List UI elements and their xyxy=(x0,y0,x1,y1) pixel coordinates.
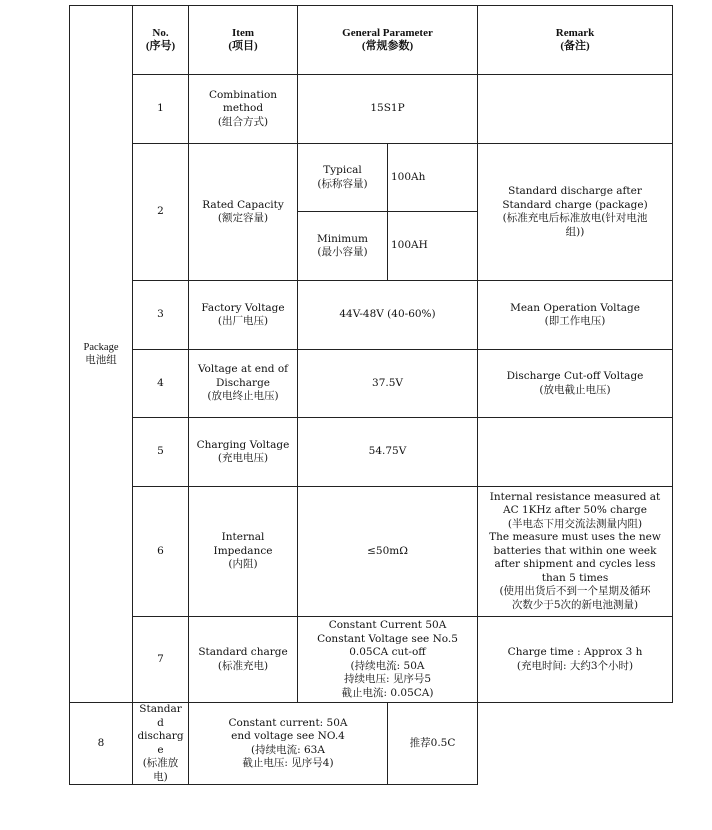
row-item: Standard charge (标准充电) xyxy=(189,617,298,703)
row-param: 54.75V xyxy=(298,418,478,487)
row-no: 6 xyxy=(133,487,189,617)
row-item: Combination method (组合方式) xyxy=(189,75,298,144)
group-label-cn: 电池组 xyxy=(85,355,117,366)
row-remark: Standard discharge after Standard charge (package) (标准充电后标准放电(针对电池 组)) xyxy=(478,144,673,281)
row-item: Standard discharge (标准放电) xyxy=(133,703,189,785)
row-remark xyxy=(478,75,673,144)
header-item: Item (项目) xyxy=(189,6,298,75)
row-remark: Internal resistance measured at AC 1KHz after 50% charge (半电态下用交流法测量内阻) The measure must uses the new batteries that within one week after shipment and cycles less than 5 times (使用出货后不到一个星期及循环 次数少于5次的新电池测量) xyxy=(478,487,673,617)
row-param: 44V-48V (40-60%) xyxy=(298,281,478,350)
group-label: Package xyxy=(83,341,119,353)
table-row xyxy=(70,487,673,617)
table-row xyxy=(70,281,673,350)
row-remark: Charge time : Approx 3 h (充电时间: 大约3个小时) xyxy=(478,617,673,703)
row-param: ≤50mΩ xyxy=(298,487,478,617)
row-param: Constant Current 50A Constant Voltage see No.5 0.05CA cut-off (持续电流: 50A 持续电压: 见序号5 截止电流: 0.05CA) xyxy=(298,617,478,703)
header-no: No. (序号) xyxy=(133,6,189,75)
row-param: 37.5V xyxy=(298,350,478,418)
row-no: 1 xyxy=(133,75,189,144)
table-row xyxy=(70,418,673,487)
group-cell xyxy=(70,6,133,703)
row-no: 3 xyxy=(133,281,189,350)
row-param: Constant current: 50A end voltage see NO.4 (持续电流: 63A 截止电压: 见序号4) xyxy=(189,703,388,785)
table-row xyxy=(70,144,673,212)
table-row xyxy=(70,703,673,785)
row-item: Rated Capacity (额定容量) xyxy=(189,144,298,281)
header-param: General Parameter (常规参数) xyxy=(298,6,478,75)
row-remark: 推荐0.5C xyxy=(388,703,478,785)
row-remark: Mean Operation Voltage (即工作电压) xyxy=(478,281,673,350)
table-row xyxy=(70,75,673,144)
row-remark xyxy=(478,418,673,487)
sub-label-typical: Typical (标称容量) xyxy=(298,144,388,212)
row-param: 15S1P xyxy=(298,75,478,144)
header-remark: Remark (备注) xyxy=(478,6,673,75)
row-item: Internal Impedance (内阻) xyxy=(189,487,298,617)
row-no: 7 xyxy=(133,617,189,703)
row-no: 2 xyxy=(133,144,189,281)
row-no: 8 xyxy=(70,703,133,785)
header-row xyxy=(70,6,673,75)
row-remark: Discharge Cut-off Voltage (放电截止电压) xyxy=(478,350,673,418)
sub-label-minimum: Minimum (最小容量) xyxy=(298,212,388,281)
sub-value-minimum: 100AH xyxy=(388,212,478,281)
row-item: Voltage at end of Discharge (放电终止电压) xyxy=(189,350,298,418)
sub-value-typical: 100Ah xyxy=(388,144,478,212)
row-item: Charging Voltage (充电电压) xyxy=(189,418,298,487)
row-no: 5 xyxy=(133,418,189,487)
table-row xyxy=(70,350,673,418)
row-no: 4 xyxy=(133,350,189,418)
row-item: Factory Voltage (出厂电压) xyxy=(189,281,298,350)
battery-spec-table xyxy=(69,5,673,785)
table-row xyxy=(70,617,673,703)
